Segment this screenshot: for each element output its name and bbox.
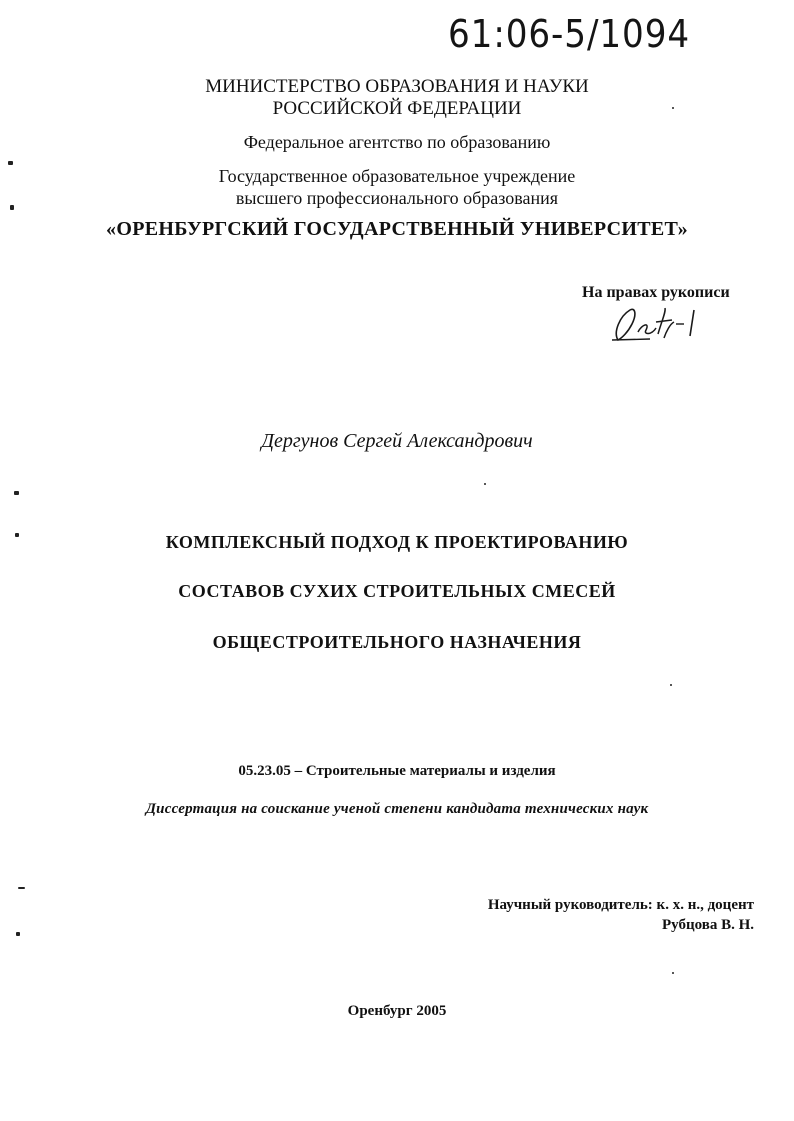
institution-line-2: высшего профессионального образования	[235, 188, 559, 208]
signature-icon	[610, 302, 705, 344]
scan-speck	[10, 205, 14, 210]
supervisor-role: Научный руководитель: к. х. н., доцент	[487, 897, 754, 913]
supervisor-block	[400, 895, 754, 935]
scan-speck	[670, 684, 672, 686]
ministry-line-2: РОССИЙСКОЙ ФЕДЕРАЦИИ	[272, 98, 522, 119]
ministry-heading	[0, 76, 794, 120]
scan-speck	[16, 932, 20, 936]
archive-code-handwritten: 61:06-5/1094	[448, 12, 691, 56]
title-line-2: СОСТАВОВ СУХИХ СТРОИТЕЛЬНЫХ СМЕСЕЙ	[178, 581, 616, 601]
author-name: Дергунов Сергей Александрович	[261, 430, 533, 452]
handwritten-signature	[610, 302, 705, 349]
manuscript-rights-note: На правах рукописи	[582, 284, 730, 301]
scan-speck	[672, 972, 674, 974]
scan-speck	[672, 107, 674, 109]
institution-heading	[0, 165, 794, 209]
title-line-3: ОБЩЕСТРОИТЕЛЬНОГО НАЗНАЧЕНИЯ	[212, 632, 582, 652]
specialty-code: 05.23.05 – Строительные материалы и изделия	[238, 763, 556, 779]
scan-speck	[15, 533, 19, 537]
city-year: Оренбург 2005	[347, 1003, 447, 1019]
ministry-line-1: МИНИСТЕРСТВО ОБРАЗОВАНИЯ И НАУКИ	[205, 76, 589, 97]
institution-line-1: Государственное образовательное учреждение	[218, 166, 576, 186]
university-name: «ОРЕНБУРГСКИЙ ГОСУДАРСТВЕННЫЙ УНИВЕРСИТЕТ»	[106, 218, 688, 240]
title-line-1: КОМПЛЕКСНЫЙ ПОДХОД К ПРОЕКТИРОВАНИЮ	[165, 532, 629, 552]
scan-speck	[8, 161, 13, 165]
agency-line: Федеральное агентство по образованию	[243, 132, 551, 152]
scan-speck	[18, 887, 25, 889]
scan-speck	[484, 483, 486, 485]
supervisor-name: Рубцова В. Н.	[661, 917, 754, 933]
dissertation-type: Диссертация на соискание ученой степени кандидата технических наук	[145, 801, 649, 817]
scan-speck	[14, 491, 19, 495]
